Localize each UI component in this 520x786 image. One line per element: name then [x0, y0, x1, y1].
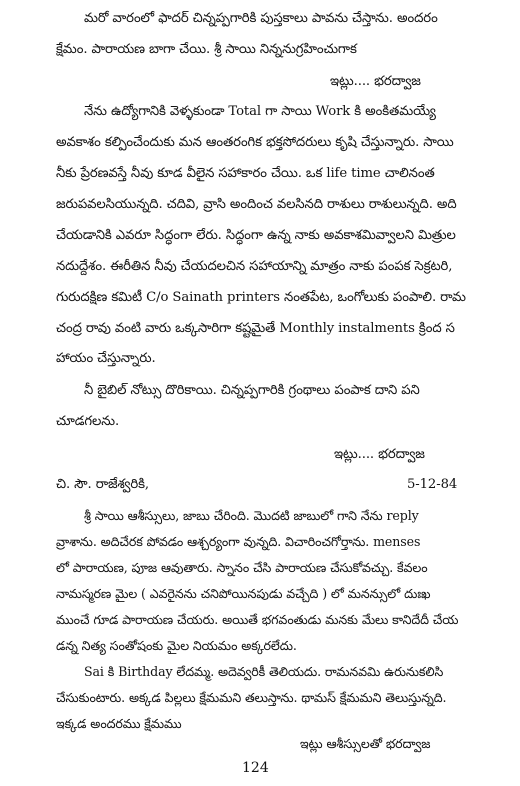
letter3-line-8: చేసుకుంటారు. అక్కడ పిల్లలు క్షేమమని తలుస్తాను. థామస్ క్షేమమని తెలుస్తున్నది. — [56, 690, 447, 705]
letter2-line-8: చంద్ర రావు వంటి వారు ఒక్కసారిగా కష్టమైతే Monthly instalments క్రింద స — [56, 321, 455, 336]
letter2-line-2: అవకాశం కల్పించేందుకు మన ఆంతరంగిక భక్తసోదరులు కృషి చేస్తున్నారు. సాయి — [56, 135, 454, 150]
letter2-line-9: హాయం చేస్తున్నారు. — [56, 351, 156, 366]
page-number: 124 — [242, 760, 269, 776]
letter3-line-1: శ్రీ సాయి ఆశీస్సులు, జాబు చేరింది. మొదటి జాబులో గాని నేను reply — [84, 508, 419, 523]
letter2-line-7: గురుదక్షిణ కమిటీ C/o Sainath printers నంతపేట, ఒంగోలుకు పంపాలి. రామ — [56, 290, 466, 305]
letter2-line-11: చూడగలను. — [56, 414, 120, 429]
letter3-line-2: వ్రాశాను. అదిచేరక పోవడం ఆశ్చర్యంగా వున్నది. విచారించగోర్తాను. menses — [56, 534, 421, 549]
letter3-line-5: ముంచే గూడ పారాయణ చేయరు. అయితే భగవంతుడు మనకు మేలు కానిదేదీ చేయ — [56, 612, 459, 627]
letter3-line-6: డన్న నిత్య సంతోషంకు మైల నియమం అక్కరలేదు. — [56, 638, 297, 653]
letter3-salutation: చి. సౌ. రాజేశ్వరికి, — [56, 477, 149, 492]
letter3-date: 5-12-84 — [407, 477, 458, 492]
letter3-line-9: ఇక్కడ అందరము క్షేమము — [56, 716, 182, 731]
letter3-line-3: లో పారాయణ, పూజ ఆవుతారు. స్నానం చేసి పారాయణ చేసుకోవచ్చు. కేవలం — [56, 560, 428, 575]
letter1-signature: ఇట్లు.... భరద్వాజ — [330, 74, 421, 89]
letter3-line-4: నామస్మరణ మైల ( ఎవరైనను చనిపోయినపుడు వచ్చేది ) లో మనన్సులో దుఃఖ — [56, 586, 431, 601]
letter2-signature: ఇట్లు.... భరద్వాజ — [334, 447, 425, 462]
letter2-line-6: నదుద్దేశం. ఈరీతిన నీవు చేయదలచిన సహాయాన్ని మాత్రం నాకు పంపక సెక్రటరి, — [56, 259, 453, 274]
letter2-line-4: జరుపవలసియున్నది. చదివి, వ్రాసి అందించ వలసినది రాశులు రాశులున్నది. అది — [56, 197, 457, 212]
letter1-line-1: మరో వారంలో ఫాదర్ చిన్నప్పగారికి పుస్తకాలు పావను చేస్తాను. అందరం — [84, 11, 438, 26]
letter2-line-10: నీ బైబిల్ నోట్సు దొరికాయి. చిన్నప్పగారికి గ్రంథాలు పంపాక దాని పని — [84, 383, 420, 398]
letter2-line-1: నేను ఉద్యోగానికి వెళ్ళకుండా Total గా సాయి Work కి అంకితమయ్యే — [84, 104, 436, 119]
letter2-line-3: నీకు ప్రేరణవస్తే నీవు కూడ వీలైన సహాకారం చేయి. ఒక life time చాలినంత — [56, 166, 435, 181]
letter1-line-2: క్షేమం. పారాయణ బాగా చేయి. శ్రీ సాయి నిన్ననుగ్రహించుగాక — [56, 42, 357, 57]
letter2-line-5: చేయడానికి ఎవరూ సిద్ధంగా లేరు. సిద్ధంగా ఉన్న నాకు అవకాశమివ్వాలని మిత్రుల — [56, 228, 456, 243]
letter3-line-7: Sai కి Birthday లేదమ్మ. అదెవ్వరికీ తెలియదు. రామనవమి ఉరునుకలిసి — [84, 664, 444, 679]
letter3-signature: ఇట్లు ఆశీస్సులతో భరద్వాజ — [300, 736, 431, 751]
